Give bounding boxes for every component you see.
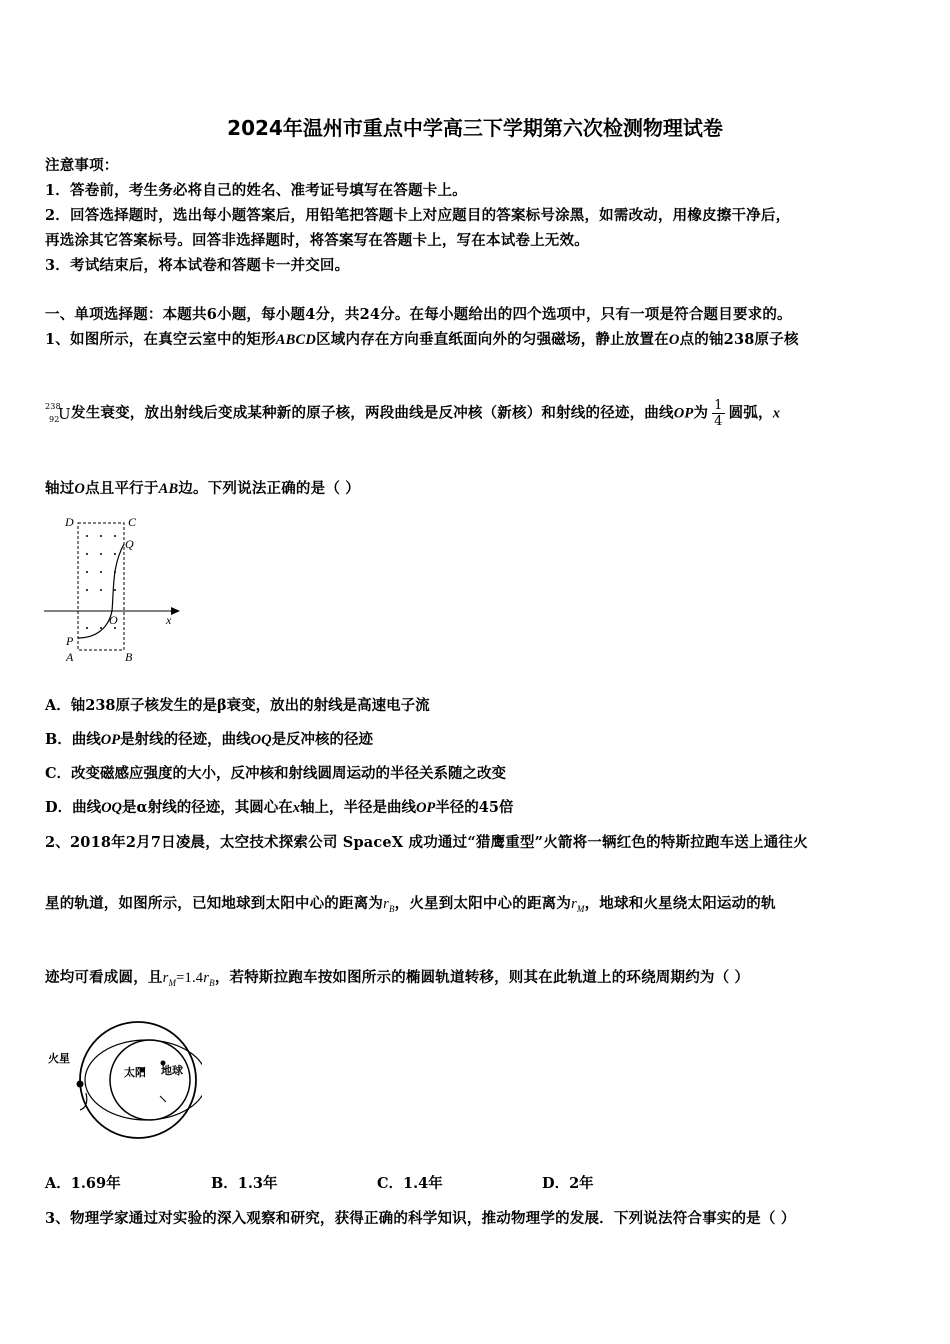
orbit-figure [42,1018,202,1143]
label-P: P [66,634,74,648]
label-B: B [125,650,133,664]
q2-option-c: C．1.4年 [377,1175,443,1192]
label-x: x [166,613,172,627]
page-title: 2024年温州市重点中学高三下学期第六次检测物理试卷 [227,116,723,140]
question-2-line-1: 2、2018年2月7日凌晨，太空技术探索公司 SpaceX 成功通过“猎鹰重型”火箭将一辆红色的特斯拉跑车送上通往火 [45,834,808,851]
notice-line: 2．回答选择题时，选出每小题答案后，用铅笔把答题卡上对应题目的答案标号涂黑，如需改动，用橡皮擦干净后， [45,207,791,224]
label-C: C [128,515,137,529]
q1-option-a: A．铀238原子核发生的是β衰变，放出的射线是高速电子流 [45,697,430,714]
quarter-fraction: $\frac{1}{4}$ [714,398,723,429]
question-1-line-2: 238 92 U 发生衰变，放出射线后变成某种新的原子核，两段曲线是反冲核（新核）和射线的径迹，曲线OP为 $\frac{1}{4}$ 圆弧，x [45,398,781,429]
q2-option-a: A．1.69年 [45,1175,121,1192]
question-1-line-1: 1、如图所示，在真空云室中的矩形ABCD区域内存在方向垂直纸面向外的匀强磁场，静止放置在O点的铀238原子核 [45,331,799,348]
q1-option-b: B．曲线OP是射线的径迹，曲线OQ是反冲核的径迹 [45,731,374,748]
q1-option-c: C．改变磁感应强度的大小，反冲核和射线圆周运动的半径关系随之改变 [45,765,507,782]
uranium-nuclide: 238 92 U [45,401,71,424]
magnetic-field-figure [42,508,192,668]
label-O: O [109,613,118,627]
question-3-line-1: 3、物理学家通过对实验的深入观察和研究，获得正确的科学知识，推动物理学的发展．下列说法符合事实的是（ ） [45,1210,796,1227]
q2-option-d: D．2年 [542,1175,594,1192]
question-1-line-3: 轴过O点且平行于AB边。下列说法正确的是（ ） [45,480,360,497]
question-2-line-2: 星的轨道，如图所示，已知地球到太阳中心的距离为$r_B$，火星到太阳中心的距离为$r_M$，地球和火星绕太阳运动的轨 [45,895,776,914]
label-sun: 太阳 [124,1067,146,1079]
q2-option-b: B．1.3年 [211,1175,278,1192]
label-Q: Q [125,537,134,551]
question-2-line-3: 迹均可看成圆，且$r_M=1.4r_B$，若特斯拉跑车按如图所示的椭圆轨道转移，则其在此轨道上的环绕周期约为（ ） [45,969,750,988]
label-mars: 火星 [48,1053,70,1065]
notice-line: 再选涂其它答案标号。回答非选择题时，将答案写在答题卡上，写在本试卷上无效。 [45,232,589,249]
notice-line: 1．答卷前，考生务必将自己的姓名、准考证号填写在答题卡上。 [45,182,467,199]
q1-option-d: D．曲线OQ是α射线的径迹，其圆心在x轴上，半径是曲线OP半径的45倍 [45,799,514,816]
radius-equation: $r_M=1.4r_B$ [162,970,215,988]
label-D: D [65,515,74,529]
label-A: A [66,650,74,664]
label-earth: 地球 [161,1065,183,1077]
notice-heading: 注意事项： [45,157,119,174]
section-header: 一、单项选择题：本题共6小题，每小题4分，共24分。在每小题给出的四个选项中，只有一项是符合题目要求的。 [45,306,792,323]
notice-line: 3．考试结束后，将本试卷和答题卡一并交回。 [45,257,350,274]
